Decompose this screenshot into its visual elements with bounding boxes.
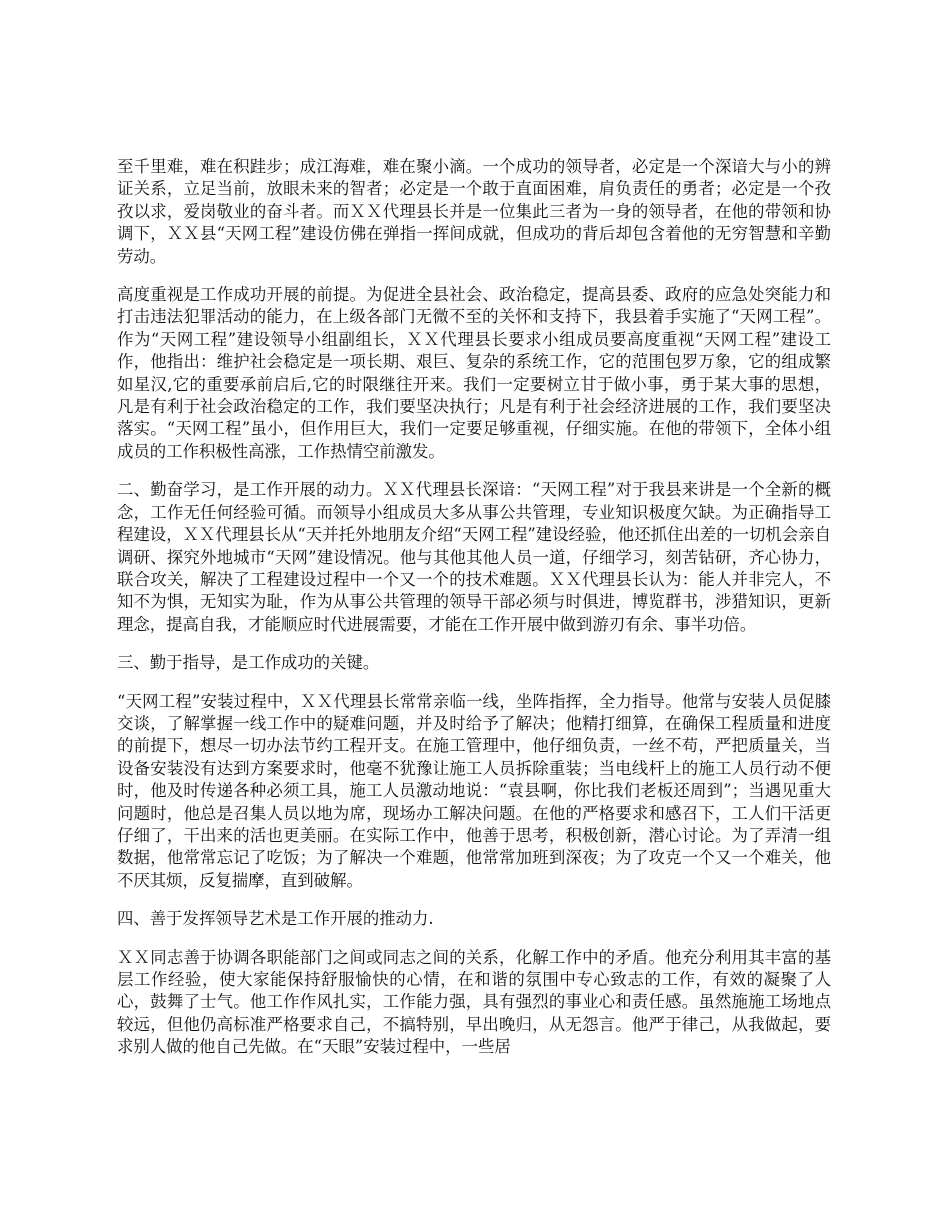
paragraph-importance: 高度重视是工作成功开展的前提。为促进全县社会、政治稳定，提高县委、政府的应急处突能力和打击违法犯罪活动的能力，在上级各部门无微不至的关怀和支持下，我县着手实施了“天网工程”。作为“天网工程”建设领导小组副组长，ＸＸ代理县长要求小组成员要高度重视“天网工程”建设工作，他指出：维护社会稳定是一项长期、艰巨、复杂的系统工作，它的范围包罗万象，它的组成繁如星汉,它的重要承前启后,它的时限继往开来。我们一定要树立甘于做小事，勇于某大事的思想，凡是有利于社会政治稳定的工作，我们要坚决执行；凡是有利于社会经济进展的工作，我们要坚决落实。“天网工程”虽小，但作用巨大，我们一定要足够重视，仔细实施。在他的带领下，全体小组成员的工作积极性高涨，工作热情空前激发。 [117, 285, 831, 461]
heading-section-three: 三、勤于指导，是工作成功的关键。 [117, 653, 380, 673]
document-body [117, 156, 831, 1075]
paragraph-intro: 至千里难，难在积跬步；成江海难，难在聚小滴。一个成功的领导者，必定是一个深谙大与小的辨证关系，立足当前，放眼未来的智者；必定是一个敢于直面困难，肩负责任的勇者；必定是一个孜孜以求，爱岗敬业的奋斗者。而ＸＸ代理县长并是一位集此三者为一身的领导者，在他的带领和协调下，ＸＸ县“天网工程”建设仿佛在弹指一挥间成就，但成功的背后却包含着他的无穷智慧和辛勤劳动。 [117, 157, 831, 266]
paragraph-section-two: 二、勤奋学习，是工作开展的动力。ＸＸ代理县长深谙：“天网工程”对于我县来讲是一个全新的概念，工作无任何经验可循。而领导小组成员大多从事公共管理，专业知识极度欠缺。为正确指导工程建设，ＸＸ代理县长从“天并托外地朋友介绍“天网工程”建设经验，他还抓住出差的一切机会亲自调研、探究外地城市“天网”建设情况。他与其他其他人员一道，仔细学习，刻苦钻研，齐心协力，联合攻关，解决了工程建设过程中一个又一个的技术难题。ＸＸ代理县长认为：能人并非完人，不知不为惧，无知实为耻，作为从事公共管理的领导干部必须与时俱进，博览群书，涉猎知识，更新理念，提高自我，才能顺应时代进展需要，才能在工作开展中做到游刃有余、事半功倍。 [117, 480, 831, 634]
heading-section-four: 四、善于发挥领导艺术是工作开展的推动力. [117, 909, 434, 929]
paragraph-section-four: ＸＸ同志善于协调各职能部门之间或同志之间的关系，化解工作中的矛盾。他充分利用其丰富的基层工作经验，使大家能保持舒服愉快的心情，在和谐的氛围中专心致志的工作，有效的凝聚了人心，鼓舞了士气。他工作作风扎实，工作能力强，具有强烈的事业心和责任感。虽然施施工场地点较远，但他仍高标准严格要求自己，不搞特别，早出晚归，从无怨言。他严于律己，从我做起，要求别人做的他自己先做。在“天眼”安装过程中，一些居 [117, 947, 831, 1057]
paragraph-section-three: “天网工程”安装过程中，ＸＸ代理县长常常亲临一线，坐阵指挥，全力指导。他常与安装人员促膝交谈，了解掌握一线工作中的疑难问题，并及时给予了解决；他精打细算，在确保工程质量和进度的前提下，想尽一切办法节约工程开支。在施工管理中，他仔细负责，一丝不苟，严把质量关，当设备安装没有达到方案要求时，他毫不犹豫让施工人员拆除重装；当电线杆上的施工人员行动不便时，他及时传递各种必须工具，施工人员激动地说：“袁县啊，你比我们老板还周到”；当遇见重大问题时，他总是召集人员以地为席，现场办工解决问题。在他的严格要求和感召下，工人们干活更仔细了，干出来的活也更美丽。在实际工作中，他善于思考，积极创新，潜心讨论。为了弄清一组数据，他常常忘记了吃饭；为了解决一个难题，他常常加班到深夜；为了攻克一个又一个难关，他不厌其烦，反复揣摩，直到破解。 [117, 691, 831, 890]
